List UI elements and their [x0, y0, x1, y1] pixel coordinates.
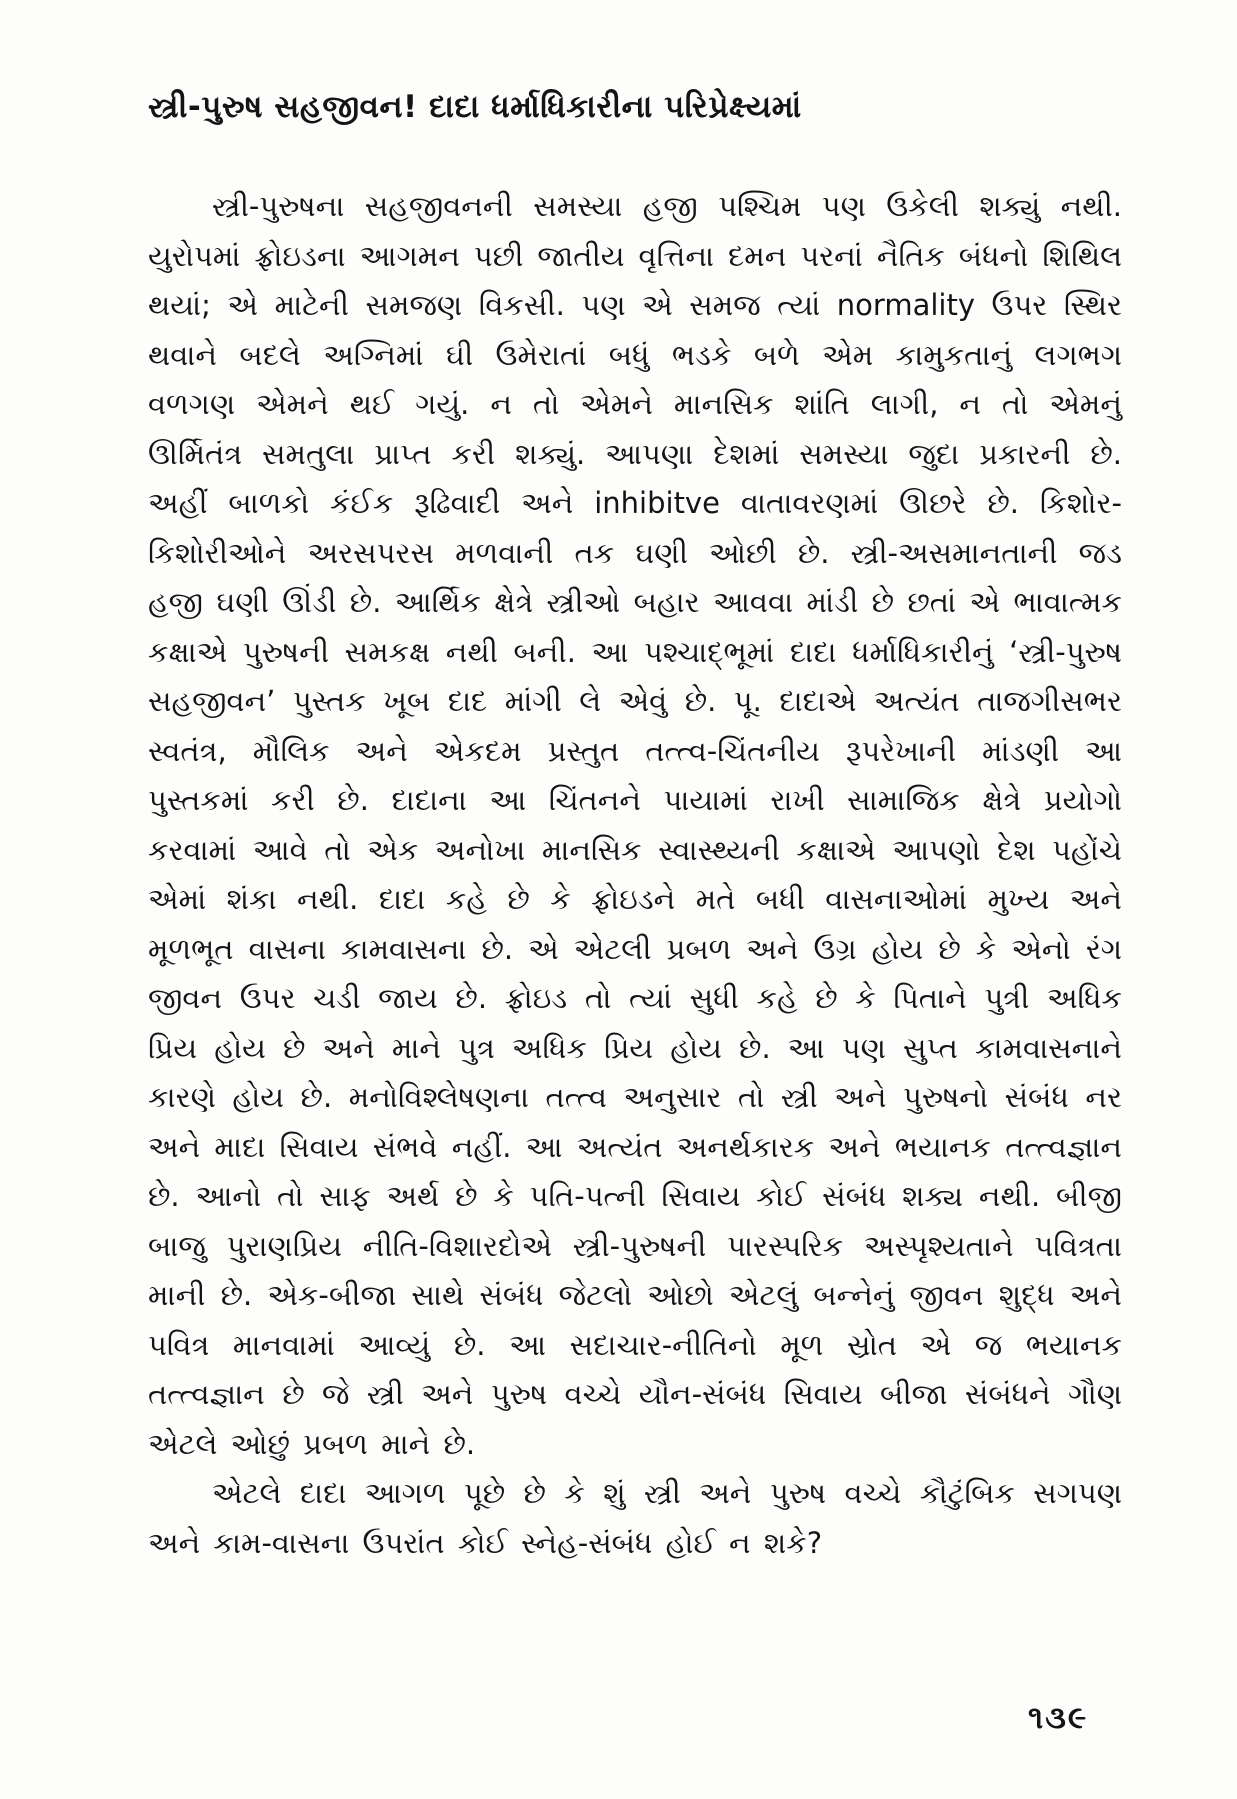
body-paragraph: એટલે દાદા આગળ પૂછે છે કે શું સ્ત્રી અને પુરુષ વચ્ચે કૌટુંબિક સગપણ અને કામ-વાસના ઉપરાંત કોઈ સ્નેહ-સંબંધ હોઈ ન શકે? — [148, 1476, 1122, 1560]
page-title: સ્ત્રી-પુરુષ સહજીવન! દાદા ધર્માધિકારીના પરિપ્રેક્ષ્યમાં — [148, 88, 802, 125]
body-text-block — [148, 182, 1122, 1568]
page-number: ૧૩૯ — [1028, 1700, 1089, 1736]
body-paragraph: સ્ત્રી-પુરુષના સહજીવનની સમસ્યા હજી પશ્ચિમ પણ ઉકેલી શક્યું નથી. યુરોપમાં ફ્રોઇડના આગમન પછી જાતીય વૃત્તિના દમન પરનાં નૈતિક બંધનો શિથિલ થયાં; એ માટેની સમજણ વિકસી. પણ એ સમજ ત્યાં normality ઉપર સ્થિર થવાને બદલે અગ્નિમાં ઘી ઉમેરાતાં બધું ભડકે બળે એમ કામુકતાનું લગભગ વળગણ એમને થઈ ગયું. ન તો એમને માનસિક શાંતિ લાગી, ન તો એમનું ઊર્મિતંત્ર સમતુલા પ્રાપ્ત કરી શક્યું. આપણા દેશમાં સમસ્યા જુદા પ્રકારની છે. અહીં બાળકો કંઈક રૂઢિવાદી અને inhibitve વાતાવરણમાં ઊછરે છે. કિશોર-કિશોરીઓને અરસપરસ મળવાની તક ઘણી ઓછી છે. સ્ત્રી-અસમાનતાની જડ હજી ઘણી ઊંડી છે. આર્થિક ક્ષેત્રે સ્ત્રીઓ બહાર આવવા માંડી છે છતાં એ ભાવાત્મક કક્ષાએ પુરુષની સમકક્ષ નથી બની. આ પશ્ચાદ્ભૂમાં દાદા ધર્માધિકારીનું ‘સ્ત્રી-પુરુષ સહજીવન’ પુસ્તક ખૂબ દાદ માંગી લે એવું છે. પૂ. દાદાએ અત્યંત તાજગીસભર સ્વતંત્ર, મૌલિક અને એકદમ પ્રસ્તુત તત્ત્વ-ચિંતનીય રૂપરેખાની માંડણી આ પુસ્તકમાં કરી છે. દાદાના આ ચિંતનને પાયામાં રાખી સામાજિક ક્ષેત્રે પ્રયોગો કરવામાં આવે તો એક અનોખા માનસિક સ્વાસ્થ્યની કક્ષાએ આપણો દેશ પહોંચે એમાં શંકા નથી. દાદા કહે છે કે ફ્રોઇડને મતે બધી વાસનાઓમાં મુખ્ય અને મૂળભૂત વાસના કામવાસના છે. એ એટલી પ્રબળ અને ઉગ્ર હોય છે કે એનો રંગ જીવન ઉપર ચડી જાય છે. ફ્રોઇડ તો ત્યાં સુધી કહે છે કે પિતાને પુત્રી અધિક પ્રિય હોય છે અને માને પુત્ર અધિક પ્રિય હોય છે. આ પણ સુપ્ત કામવાસનાને કારણે હોય છે. મનોવિશ્લેષણના તત્ત્વ અનુસાર તો સ્ત્રી અને પુરુષનો સંબંધ નર અને માદા સિવાય સંભવે નહીં. આ અત્યંત અનર્થકારક અને ભયાનક તત્ત્વજ્ઞાન છે. આનો તો સાફ અર્થ છે કે પતિ-પત્ની સિવાય કોઈ સંબંધ શક્ય નથી. બીજી બાજુ પુરાણપ્રિય નીતિ-વિશારદોએ સ્ત્રી-પુરુષની પારસ્પરિક અસ્પૃશ્યતાને પવિત્રતા માની છે. એક-બીજા સાથે સંબંધ જેટલો ઓછો એટલું બન્નેનું જીવન શુદ્ધ અને પવિત્ર માનવામાં આવ્યું છે. આ સદાચાર-નીતિનો મૂળ સ્રોત એ જ ભયાનક તત્ત્વજ્ઞાન છે જે સ્ત્રી અને પુરુષ વચ્ચે યૌન-સંબંધ સિવાય બીજા સંબંધને ગૌણ એટલે ઓછું પ્રબળ માને છે. — [148, 189, 1122, 1461]
